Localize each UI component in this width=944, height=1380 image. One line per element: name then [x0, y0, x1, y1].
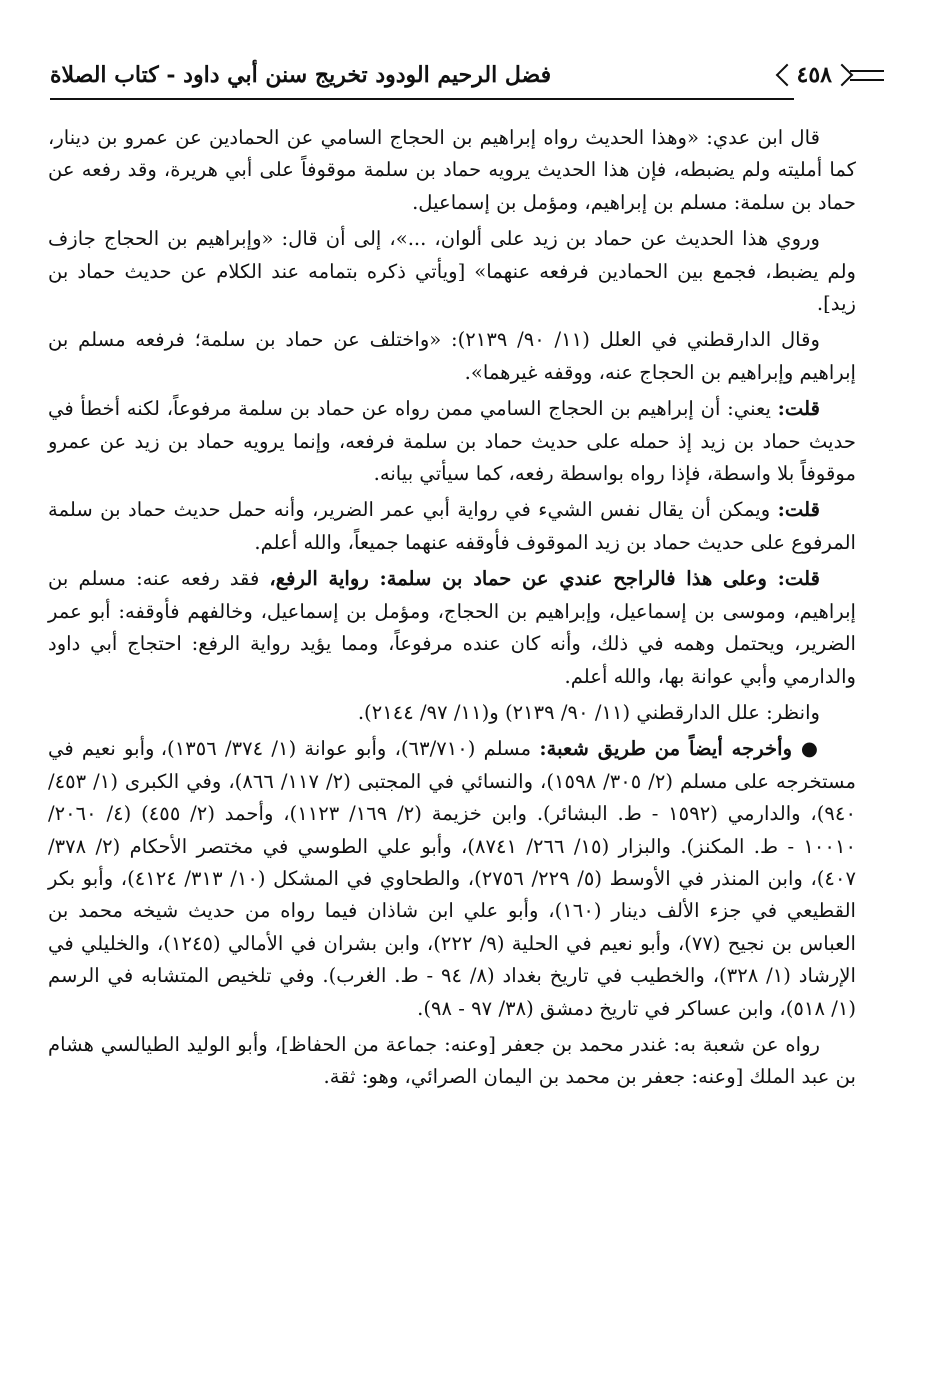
paragraph-text: قال ابن عدي: «وهذا الحديث رواه إبراهيم بن الحجاج السامي عن الحمادين عن عمرو بن دينار، كما أمليته ولم يضبطه، فإن هذا الحديث يرويه حماد بن سلمة موقوفاً على أبي هريرة، وقد رفعه عن حماد بن سلمة: مسلم بن إبراهيم، ومؤمل بن إسماعيل.	[48, 126, 856, 214]
header-divider	[50, 98, 794, 100]
page-number: ٤٥٨	[787, 58, 842, 92]
paragraph-text: وروي هذا الحديث عن حماد بن زيد على ألوان، ...»، إلى أن قال: «وإبراهيم بن الحجاج جازف ولم يضبط، فجمع بين الحمادين فرفعه عنهما» [ويأتي ذكره بتمامه عند الكلام عن حديث حماد بن زيد].	[48, 227, 856, 316]
paragraph-lead: قلت: وعلى هذا فالراجح عندي عن حماد بن سلمة: رواية الرفع،	[269, 567, 820, 591]
paragraph-lead: وأخرجه أيضاً من طريق شعبة:	[539, 737, 801, 761]
paragraph-text: وقال الدارقطني في العلل (١١/ ٩٠/ ٢١٣٩): «واختلف عن حماد بن سلمة؛ فرفعه مسلم بن إبراهيم وإبراهيم بن الحجاج عنه، ووقفه غيرهما».	[48, 328, 856, 384]
page-number-ornament	[787, 58, 884, 92]
paragraph-qultu-2	[48, 494, 856, 559]
paragraph-text: يعني: أن إبراهيم بن الحجاج السامي ممن رواه عن حماد بن سلمة مرفوعاً، لكنه أخطأ في حديث حماد بن زيد إذ حمله على حديث حماد بن سلمة فرفعه، وإنما يرويه حماد بن زيد عن عمرو موقوفاً بلا واسطة، فإذا رواه بواسطة رفعه، كما سيأتي بيانه.	[48, 397, 856, 486]
paragraph-shuba-narrators	[48, 1029, 856, 1094]
paragraph-ibn-adi-quote	[48, 122, 856, 219]
paragraph-text: فقد رفعه عنه: مسلم بن إبراهيم، وموسى بن إسماعيل، وإبراهيم بن الحجاج، ومؤمل بن إسماعيل، وخالفهم فأوقفه: أبو عمر الضرير، ويحتمل وهمه في ذلك، وأنه كان عنده مرفوعاً، ومما يؤيد رواية الرفع: احتجاج أبي داود والدارمي وأبي عوانة بها، والله أعلم.	[48, 567, 856, 688]
paragraph-hammad-ibn-zayd	[48, 223, 856, 320]
paragraph-see-also	[48, 697, 856, 729]
paragraph-text: مسلم (٦٣/٧١٠)، وأبو عوانة (١/ ٣٧٤/ ١٣٥٦)، وأبو نعيم في مستخرجه على مسلم (٢/ ٣٠٥/ ١٥٩٨)، والنسائي في المجتبى (٢/ ١١٧/ ٨٦٦)، وفي الكبرى (١/ ٤٥٣/ ٩٤٠)، والدارمي (١٥٩٢ - ط. البشائر). وابن خزيمة (٢/ ١٦٩/ ١١٢٣)، وأحمد (٢/ ٤٥٥) (٤/ ٢٠٦٠/ ١٠٠١٠ - ط. المكنز). والبزار (١٥/ ٢٦٦/ ٨٧٤١)، وأبو علي الطوسي في مختصر الأحكام (٢/ ٣٧٨/ ٤٠٧)، وابن المنذر في الأوسط (٥/ ٢٢٩/ ٢٧٥٦)، والطحاوي في المشكل (١٠/ ٣١٣/ ٤١٢٤)، وأبو بكر القطيعي في جزء الألف دينار (١٦٠)، وأبو علي ابن شاذان فيما رواه من حديث شيخه محمد بن العباس بن نجيح (٧٧)، وأبو نعيم في الحلية (٩/ ٢٢٢)، وابن بشران في الأمالي (١٢٤٥)، والخليلي في الإرشاد (١/ ٣٢٨)، والخطيب في تاريخ بغداد (٨/ ٩٤ - ط. الغرب). وفي تلخيص المتشابه في الرسم (١/ ٥١٨)، وابن عساكر في تاريخ دمشق (٣٨/ ٩٧ - ٩٨).	[48, 737, 857, 1020]
paragraph-lead: قلت:	[777, 498, 820, 522]
paragraph-lead: قلت:	[777, 397, 820, 421]
page-body	[48, 122, 856, 1098]
paragraph-qultu-1	[48, 393, 856, 490]
bullet-icon: ●	[800, 737, 820, 761]
header-rule-ornament	[850, 70, 884, 81]
paragraph-text: ويمكن أن يقال نفس الشيء في رواية أبي عمر الضرير، وأنه حمل حديث حماد بن سلمة المرفوع على حديث حماد بن زيد الموقوف فأوقفه عنهما جميعاً، والله أعلم.	[48, 498, 856, 554]
paragraph-text: وانظر: علل الدارقطني (١١/ ٩٠/ ٢١٣٩) و(١١/ ٩٧/ ٢١٤٤).	[357, 700, 820, 724]
running-title: فضل الرحيم الودود تخريج سنن أبي داود - كتاب الصلاة	[50, 62, 552, 88]
paragraph-daraqutni-ilal	[48, 324, 856, 389]
page-header	[50, 52, 884, 98]
paragraph-qultu-rajih	[48, 563, 856, 693]
paragraph-shuba-takhrij	[48, 733, 856, 1025]
paragraph-text: رواه عن شعبة به: غندر محمد بن جعفر [وعنه: جماعة من الحفاظ]، وأبو الوليد الطيالسي هشام بن عبد الملك [وعنه: جعفر بن محمد بن اليمان الصرائي، وهو: ثقة.	[48, 1032, 856, 1089]
